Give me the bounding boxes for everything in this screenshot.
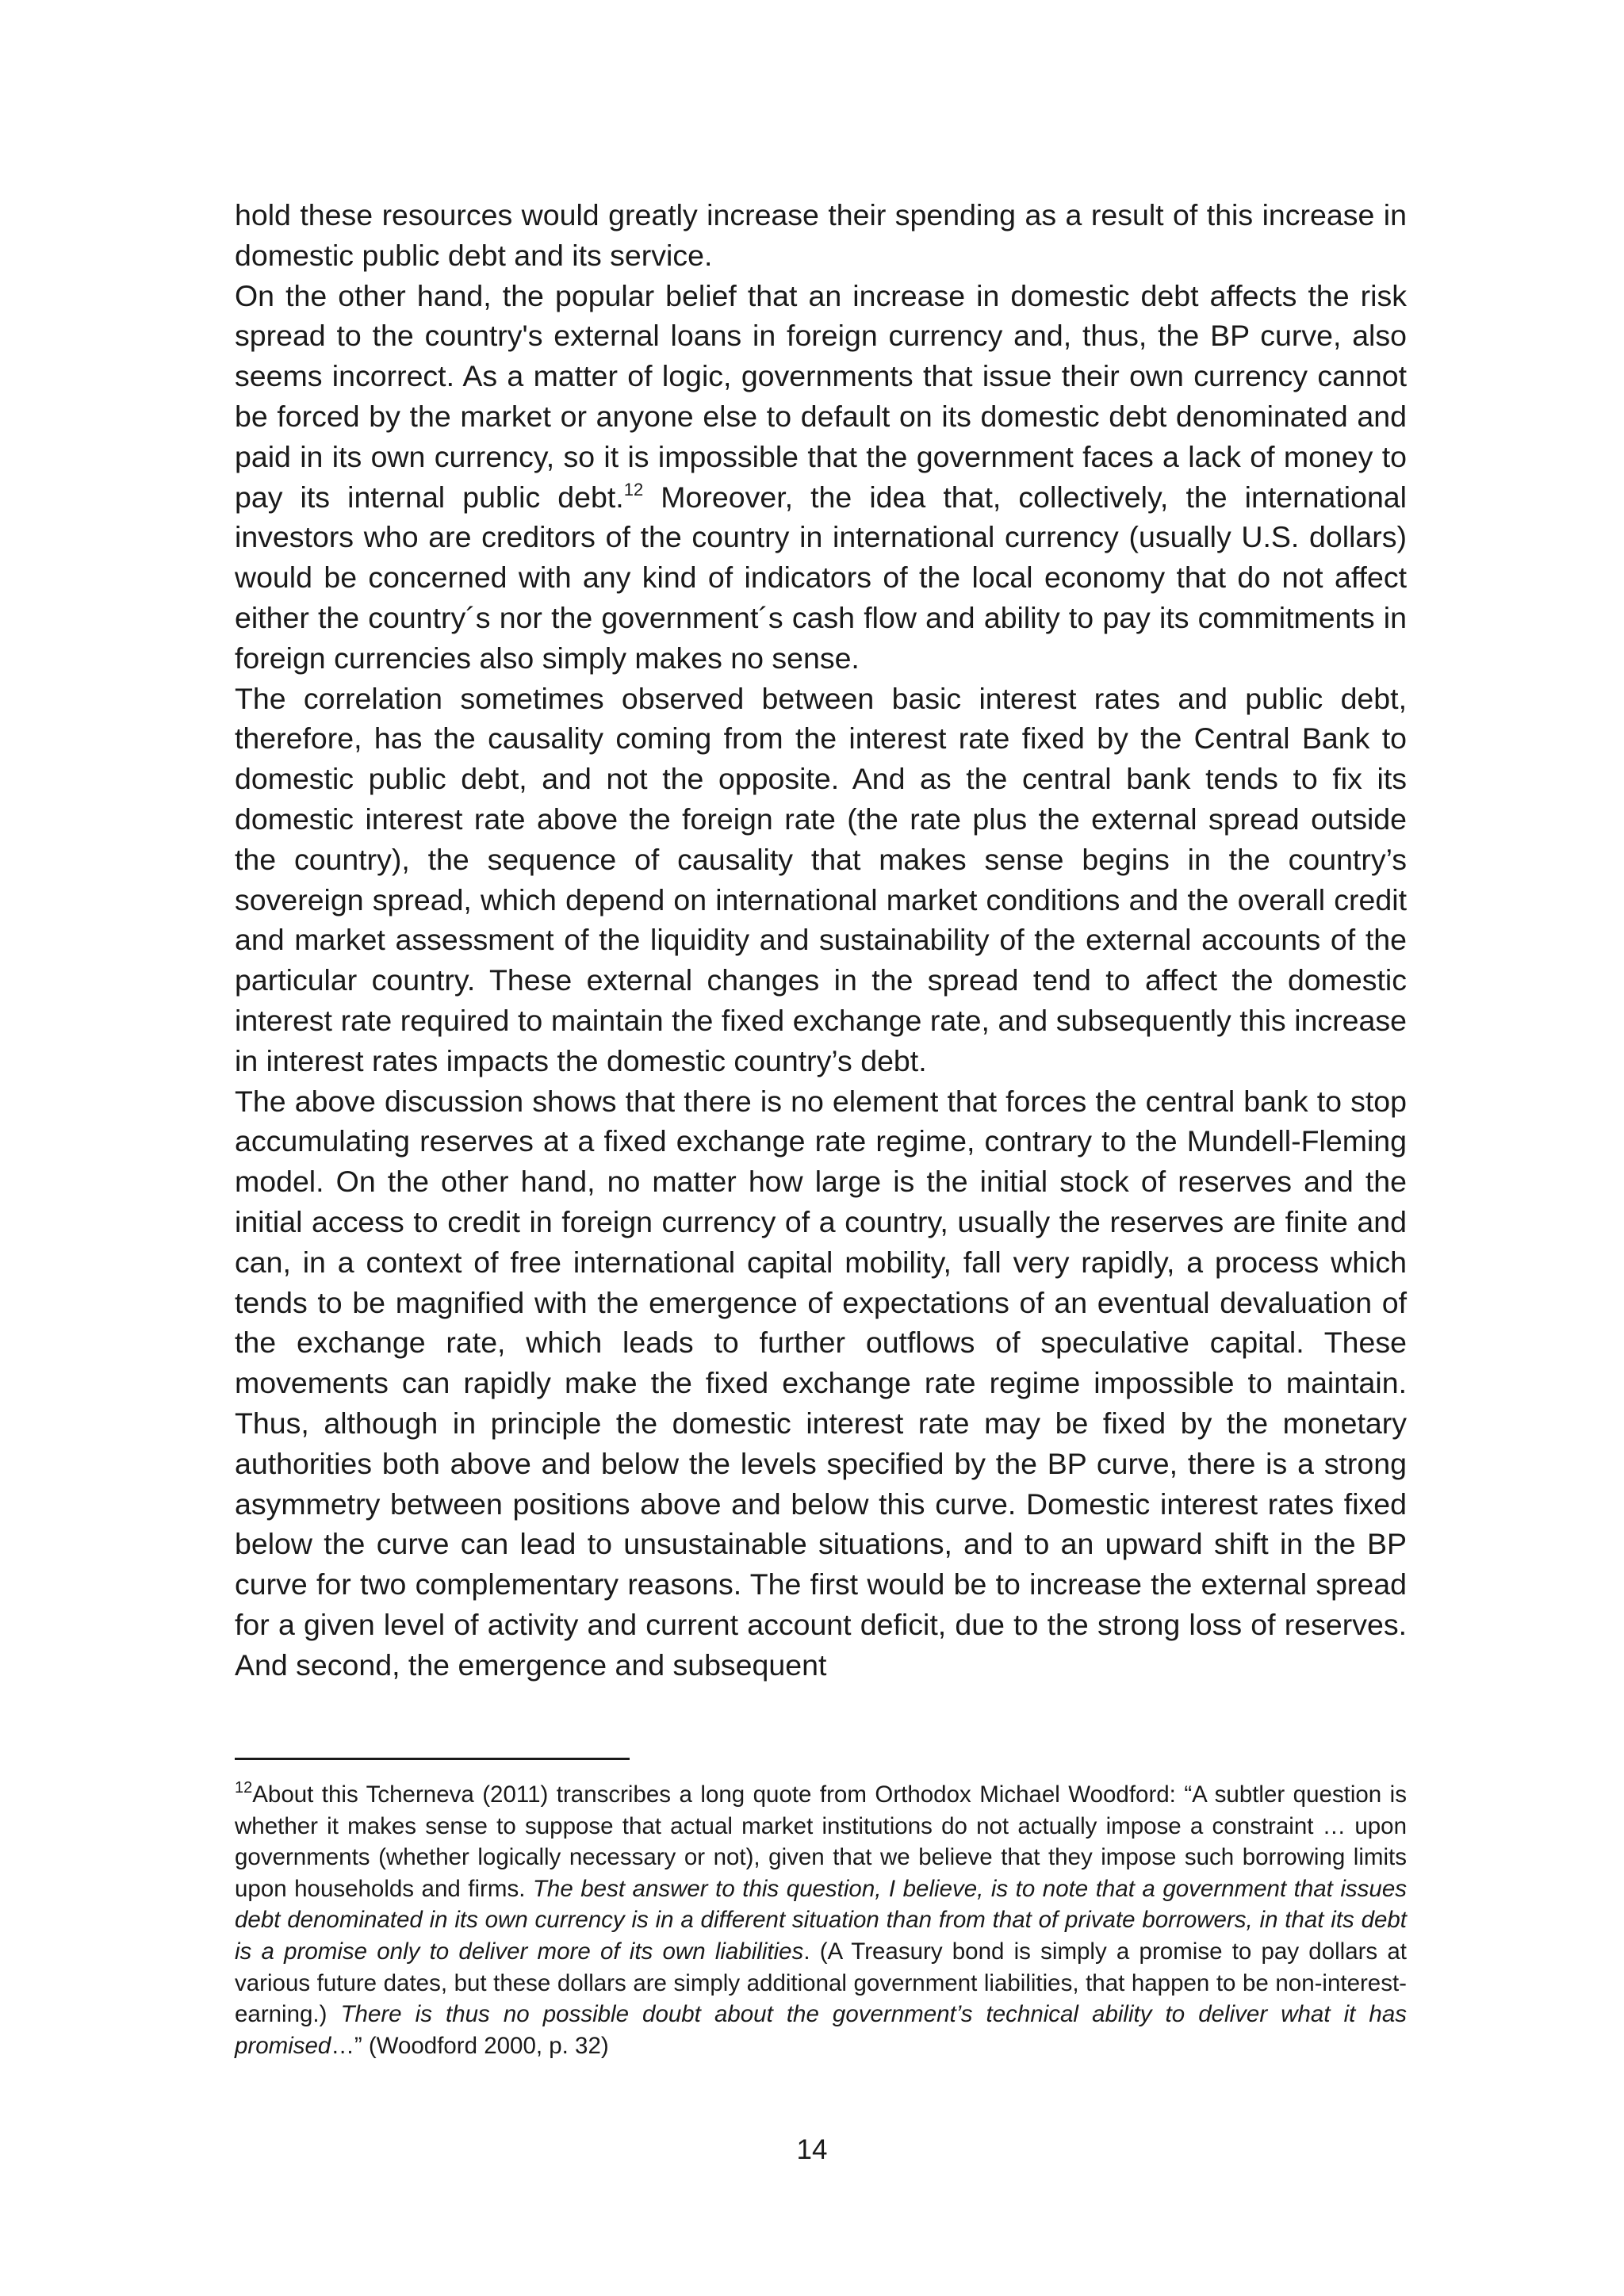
paragraph-2-part-2: Moreover, the idea that, collectively, the international investors who are creditors of the country in international currency (usually U.S. dollars) would be concerned with any kind of indicators of the local economy that do not affect either the country´s nor the government´s cash flow and ability to pay its commitments in foreign currencies also simply makes no sense. <box>235 480 1407 675</box>
body-text <box>235 195 1407 1685</box>
paragraph-3: The correlation sometimes observed between basic interest rates and public debt, therefore, has the causality coming from the interest rate fixed by the Central Bank to domestic public debt, and not the opposite. And as the central bank tends to fix its domestic interest rate above the foreign rate (the rate plus the external spread outside the country), the sequence of causality that makes sense begins in the country’s sovereign spread, which depend on international market conditions and the overall credit and market assessment of the liquidity and sustainability of the external accounts of the particular country. These external changes in the spread tend to affect the domestic interest rate required to maintain the fixed exchange rate, and subsequently this increase in interest rates impacts the domestic country’s debt. <box>235 681 1407 1077</box>
footnote-text-2: . (A Treasury bond is simply a promise to pay dollars at various future dates, but these dollars are simply additional government liabilities, that happen to be non-interest-earning.) <box>235 1938 1407 2028</box>
paragraph-2-part-1: On the other hand, the popular belief that an increase in domestic debt affects the risk spread to the country's external loans in foreign currency and, thus, the BP curve, also seems incorrect. As a matter of logic, governments that issue their own currency cannot be forced by the market or anyone else to default on its domestic debt denominated and paid in its own currency, so it is impossible that the government faces a lack of money to pay its internal public debt. <box>235 278 1407 514</box>
footnote-italic-2: There is thus no possible doubt about the government’s technical ability to deliver what it has promised <box>235 2001 1407 2059</box>
footnote-number: 12 <box>235 1779 253 1797</box>
page-body <box>235 195 1407 1685</box>
footnote-italic-1: The best answer to this question, I believe, is to note that a government that issues debt denominated in its own currency is in a different situation than from that of private borrowers, in that its debt is a promise only to deliver more of its own liabilities <box>235 1875 1407 1965</box>
footnote-text-3: …” (Woodford 2000, p. 32) <box>331 2032 609 2059</box>
page-number: 14 <box>796 2134 828 2165</box>
paragraph-4: The above discussion shows that there is no element that forces the central bank to stop accumulating reserves at a fixed exchange rate regime, contrary to the Mundell-Fleming model. On the other hand, no matter how large is the initial stock of reserves and the initial access to credit in foreign currency of a country, usually the reserves are finite and can, in a context of free international capital mobility, fall very rapidly, a process which tends to be magnified with the emergence of expectations of an eventual devaluation of the exchange rate, which leads to further outflows of speculative capital. These movements can rapidly make the fixed exchange rate regime impossible to maintain. Thus, although in principle the domestic interest rate may be fixed by the monetary authorities both above and below the levels specified by the BP curve, there is a strong asymmetry between positions above and below this curve. Domestic interest rates fixed below the curve can lead to unsustainable situations, and to an upward shift in the BP curve for two complementary reasons. The first would be to increase the external spread for a given level of activity and current account deficit, due to the strong loss of reserves. And second, the emergence and subsequent <box>235 1084 1407 1682</box>
paragraph-2 <box>235 276 1407 679</box>
footnote-12 <box>235 1779 1407 2061</box>
footnote-separator <box>235 1758 630 1760</box>
footnote-text-1: About this Tcherneva (2011) transcribes a long quote from Orthodox Michael Woodford: “A subtler question is whether it makes sense to suppose that actual market institutions do not actually impose a constraint … upon governments (whether logically necessary or not), given that we believe that they impose such borrowing limits upon households and firms. <box>235 1781 1407 1902</box>
footnote-reference-12[interactable]: 12 <box>623 479 644 499</box>
paragraph-1: hold these resources would greatly increase their spending as a result of this increase in domestic public debt and its service. <box>235 198 1407 272</box>
